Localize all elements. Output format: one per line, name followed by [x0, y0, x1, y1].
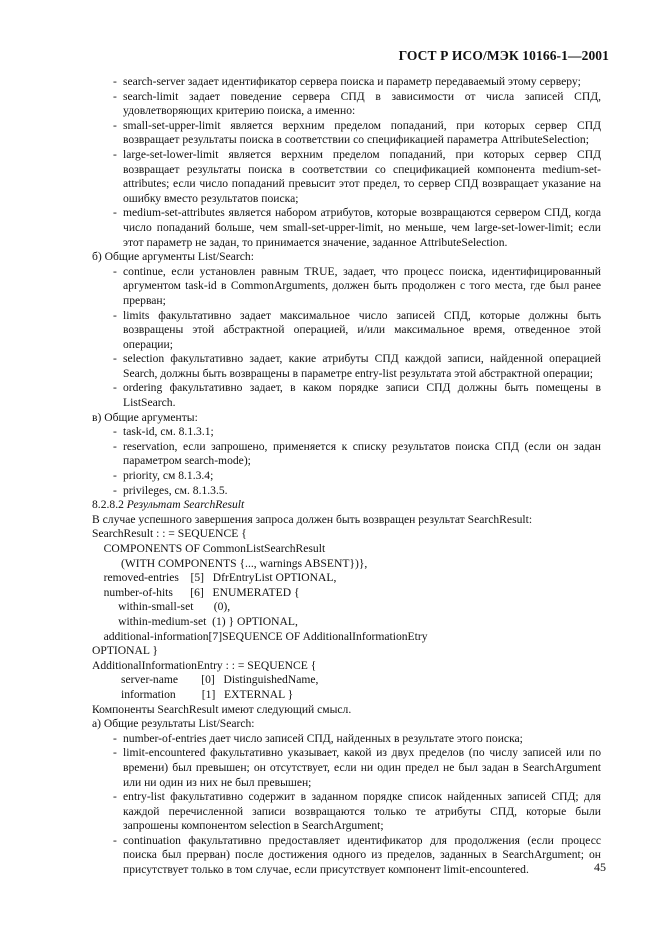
code-line: OPTIONAL }: [92, 644, 158, 658]
asn1-additionalinformation-definition: [92, 659, 601, 703]
document-body: [92, 75, 601, 878]
subsection-number: 8.2.8.2: [92, 498, 124, 512]
page-number: 45: [594, 860, 606, 874]
components-paragraph: Компоненты SearchResult имеют следующий смысл.: [92, 702, 352, 716]
list-item: - large-set-lower-limit является верхним пределом попаданий, при которых сервер СПД возвращает результаты поиска в соответствии со спецификацией компонента medium-set-attributes; если число попаданий превысит этот предел, то сервер СПД возвращает указание на ошибку вместо результатов поиска;: [113, 147, 601, 205]
subsection-title: Результат SearchResult: [126, 498, 245, 512]
section-v-list: [92, 425, 601, 498]
section-a-heading: а) Общие результаты List/Search:: [92, 717, 255, 731]
list-item: - small-set-upper-limit является верхним пределом попаданий, при которых сервер СПД возвращает результаты поиска в соответствии со спецификацией параметра AttributeSelection;: [113, 118, 601, 147]
list-item: - number-of-entries дает число записей СПД, найденных в результате этого поиска;: [113, 731, 523, 745]
asn1-searchresult-definition: [92, 527, 601, 658]
subsection-heading: [92, 498, 601, 513]
code-line: within-medium-set (1) } OPTIONAL,: [92, 614, 298, 628]
list-item: - entry-list факультативно содержит в заданном порядке список найденных записей СПД; для каждой перечисленной записи возвращаются только те атрибуты СПД, которые были запрошены компонентом selection в SearchArgument;: [113, 790, 601, 833]
code-line: number-of-hits [6] ENUMERATED {: [92, 585, 300, 599]
code-line: SearchResult : : = SEQUENCE {: [92, 527, 247, 541]
list-item: - limits факультативно задает максимальное число записей СПД, которые должны быть возвращены этой абстрактной операцией, и/или максимальное время, отведенное этой операции;: [113, 308, 601, 351]
code-line: COMPONENTS OF CommonListSearchResult: [92, 542, 326, 555]
list-item: - medium-set-attributes является набором атрибутов, которые возвращаются сервером СПД, когда число попаданий больше, чем small-set-upper-limit, но меньше, чем large-set-lower-limit; если этот параметр не задан, то принимается значение, заданное AttributeSelection.: [113, 206, 601, 249]
intro-paragraph: В случае успешного завершения запроса должен быть возвращен результат SearchResult:: [92, 512, 533, 526]
list-item: - limit-encountered факультативно указывает, какой из двух пределов (по числу записей или по времени) был превышен; он отсутствует, если ни один предел не был задан в SearchArgument или ни один из них не был превышен;: [113, 746, 601, 789]
code-line: within-small-set (0),: [92, 600, 231, 614]
code-line: information [1] EXTERNAL }: [92, 687, 294, 701]
list-item: - reservation, если запрошено, применяется к списку результатов поиска СПД (если он задан параметром search-mode);: [113, 439, 601, 468]
code-line: (WITH COMPONENTS {..., warnings ABSENT})},: [92, 556, 368, 570]
list-item: - task-id, см. 8.1.3.1;: [113, 425, 214, 439]
code-line: AdditionalInformationEntry : : = SEQUENCE {: [92, 658, 317, 672]
list-item: - privileges, см. 8.1.3.5.: [113, 483, 228, 497]
list-item: - ordering факультативно задает, в каком порядке записи СПД должны быть помещены в ListSearch.: [113, 381, 601, 410]
code-line: removed-entries [5] DfrEntryList OPTIONAL,: [92, 571, 337, 585]
section-a-list: [92, 732, 601, 878]
list-item: - continue, если установлен равным TRUE, задает, что процесс поиска, идентифицированный аргументом task-id в CommonArguments, должен быть продолжен с того места, где был ранее прерван;: [113, 264, 601, 307]
list-item: - priority, см 8.1.3.4;: [113, 469, 214, 483]
section-b-heading: б) Общие аргументы List/Search:: [92, 250, 254, 264]
code-line: server-name [0] DistinguishedName,: [92, 673, 319, 687]
section-v-heading: в) Общие аргументы:: [92, 410, 198, 424]
block1-list: [92, 75, 601, 250]
list-item: - search-server задает идентификатор сервера поиска и параметр передаваемый этому серверу;: [113, 75, 581, 88]
document-header: ГОСТ Р ИСО/МЭК 10166-1—2001: [398, 48, 609, 63]
list-item: - selection факультативно задает, какие атрибуты СПД каждой записи, найденной операцией Search, должны быть возвращены в параметре entry-list результата этой абстрактной операции;: [113, 352, 601, 380]
code-line: additional-information[7]SEQUENCE OF AdditionalInformationEtry: [92, 629, 428, 643]
list-item: - search-limit задает поведение сервера СПД в зависимости от числа записей СПД, удовлетворяющих критерию поиска, а именно:: [113, 89, 601, 118]
list-item: - continuation факультативно предоставляет идентификатор для продолжения (если процесс поиска был прерван) после достижения одного из пределов, заданных в SearchArgument; он присутствует только в том случае, если присутствует компонент limit-encountered.: [113, 833, 601, 877]
section-b-list: [92, 265, 601, 411]
